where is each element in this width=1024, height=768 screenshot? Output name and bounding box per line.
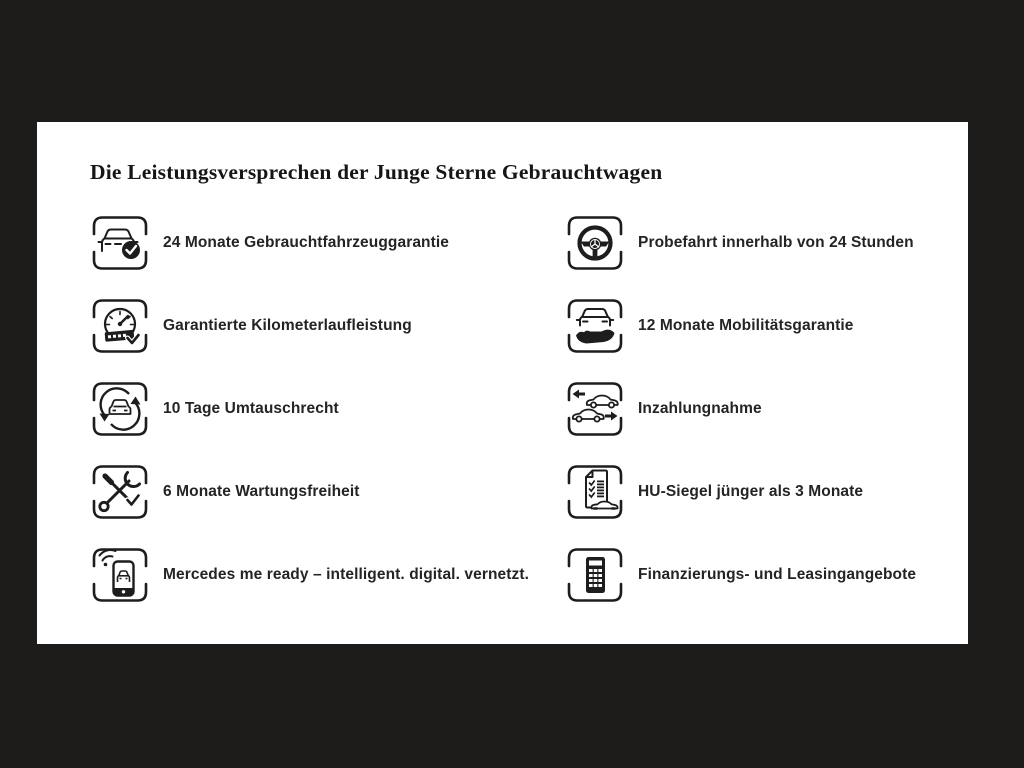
promise-label: 24 Monate Gebrauchtfahrzeuggarantie [163,234,450,251]
promises-card [37,122,968,644]
page-title: Die Leistungsversprechen der Junge Sterne Gebrauchtwagen [90,160,663,184]
promise-item [565,545,916,605]
tools-icon [90,462,150,522]
car-on-hand-icon [565,296,625,356]
inspection-report-icon [565,462,625,522]
promise-item [565,213,916,273]
promise-item [90,462,529,522]
promise-label: 12 Monate Mobilitätsgarantie [638,317,854,334]
promise-item [90,379,529,439]
promise-item [565,462,916,522]
steering-wheel-icon [565,213,625,273]
car-warranty-check-icon [90,213,150,273]
phone-connectivity-icon [90,545,150,605]
speedometer-icon [90,296,150,356]
promise-label: Probefahrt innerhalb von 24 Stunden [638,234,914,251]
promise-label: 10 Tage Umtauschrecht [163,400,339,417]
promise-label: Inzahlungnahme [638,400,762,417]
promises-column-right [565,213,916,628]
promise-item [90,296,529,356]
promise-label: HU-Siegel jünger als 3 Monate [638,483,864,500]
promise-item [565,379,916,439]
promise-item [565,296,916,356]
promise-label: 6 Monate Wartungsfreiheit [163,483,360,500]
promise-label: Garantierte Kilometerlaufleistung [163,317,412,334]
promise-item [90,213,529,273]
calculator-icon [565,545,625,605]
promise-label: Mercedes me ready – intelligent. digital. vernetzt. [163,566,530,583]
car-exchange-icon [90,379,150,439]
car-trade-in-icon [565,379,625,439]
promise-item [90,545,529,605]
promises-column-left [90,213,529,628]
promise-label: Finanzierungs- und Leasingangebote [638,566,917,583]
